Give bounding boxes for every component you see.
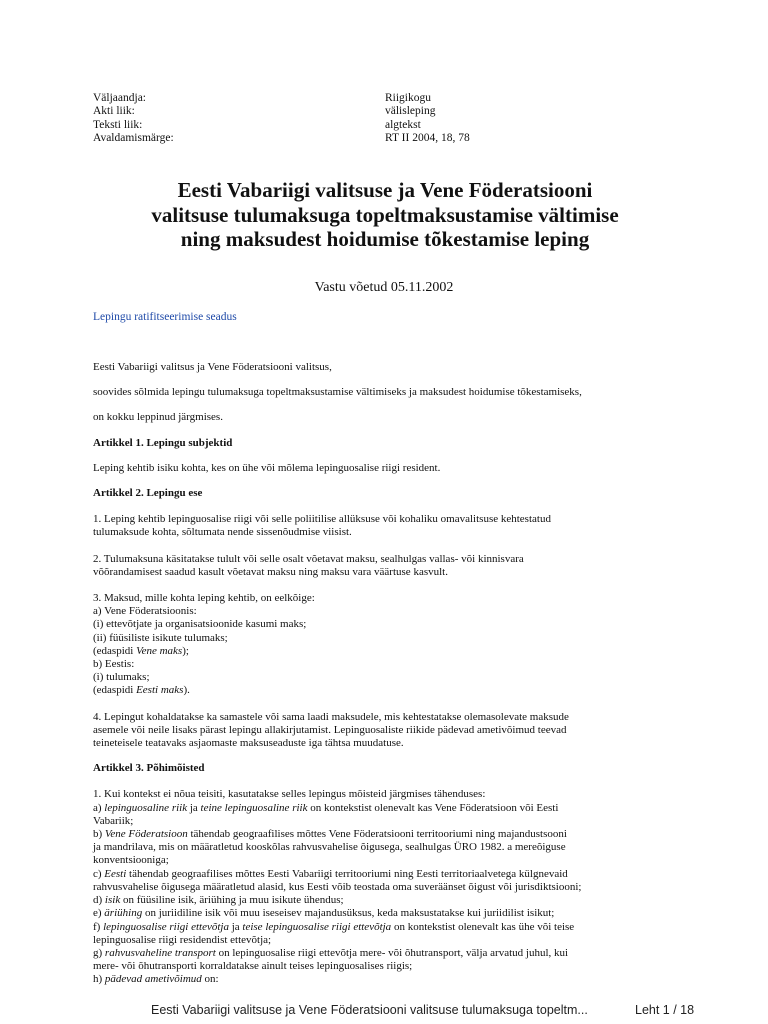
title-line: valitsuse tulumaksuga topeltmaksustamise vältimise xyxy=(151,202,619,227)
metadata-value: algtekst xyxy=(385,118,421,131)
metadata-row xyxy=(93,119,693,132)
italic-term: teine lepinguosaline riik xyxy=(200,801,308,814)
title-line: Eesti Vabariigi valitsuse ja Vene Föderatsiooni xyxy=(177,178,593,202)
paragraph-line: konventsiooniga; xyxy=(93,854,169,867)
article-heading: Artikkel 2. Lepingu ese xyxy=(93,487,203,500)
paragraph-line: 2. Tulumaksuna käsitatakse tulult või selle osalt võetavat maksu, sealhulgas vallas- või kinnisvara xyxy=(93,552,524,565)
intro-paragraph: Eesti Vabariigi valitsus ja Vene Föderatsiooni valitsus, xyxy=(93,361,332,373)
paragraph-line: ja mandrilava, mis on määratletud kooskõlas rahvusvahelise õigusega, sealhulgas ÜRO 1982. a mereõiguse xyxy=(93,841,566,854)
text-run: tähendab geograafilises mõttes Eesti Vabariigi territooriumi ning Eesti territoriaalvetega külgnevaid xyxy=(126,867,568,880)
italic-term: teise lepinguosalise riigi ettevõtja xyxy=(242,920,392,933)
metadata-value: RT II 2004, 18, 78 xyxy=(385,132,470,145)
text-run: b) xyxy=(93,828,105,841)
article-paragraph xyxy=(93,553,673,579)
article-paragraph xyxy=(93,788,673,986)
italic-term: pädevad ametivõimud xyxy=(104,973,202,986)
metadata-key: Avaldamismärge: xyxy=(93,132,174,145)
italic-term: Vene maks xyxy=(136,644,183,657)
article-paragraph xyxy=(93,711,673,751)
text-run: on kontekstist olenevalt kas ühe või teise xyxy=(391,920,575,933)
intro-paragraph: soovides sõlmida lepingu tulumaksuga topeltmaksustamise vältimiseks ja maksudest hoidumise tõkestamiseks, xyxy=(93,386,582,399)
paragraph-line: asemele või neile lisaks pärast lepingu allakirjutamist. Lepinguosaliste riikide pädevad ametivõimud teevad xyxy=(93,723,567,736)
paragraph-line xyxy=(93,921,673,934)
text-run: c) xyxy=(93,867,105,880)
paragraph-line: (ii) füüsiliste isikute tulumaks; xyxy=(93,631,228,644)
text-run: on juriidiline isik või muu iseseisev majandusüksus, keda maksustatakse kui juriidilist isikut; xyxy=(142,907,555,920)
metadata-key: Väljaandja: xyxy=(93,92,147,104)
paragraph-line xyxy=(93,907,673,920)
italic-term: isik xyxy=(104,894,121,907)
viewer-footer xyxy=(0,996,768,1024)
text-run: h) xyxy=(93,973,105,986)
paragraph-line xyxy=(93,828,673,841)
paragraph-line: Vabariik; xyxy=(93,814,134,827)
article-paragraph: Leping kehtib isiku kohta, kes on ühe või mõlema lepinguosalise riigi resident. xyxy=(93,461,441,474)
ratification-law-link[interactable]: Lepingu ratifitseerimise seadus xyxy=(93,311,237,323)
title-line: ning maksudest hoidumise tõkestamise leping xyxy=(180,227,590,251)
metadata-row xyxy=(93,105,693,118)
text-run: (edaspidi xyxy=(93,684,137,697)
paragraph-line: 3. Maksud, mille kohta leping kehtib, on eelkõige: xyxy=(93,592,315,605)
article-paragraph xyxy=(93,513,673,539)
italic-term: Eesti xyxy=(104,867,127,880)
paragraph-line: 1. Kui kontekst ei nõua teisiti, kasutatakse selles lepingus mõisteid järgmises tähenduses: xyxy=(93,788,486,801)
paragraph-line xyxy=(93,684,673,697)
paragraph-line xyxy=(93,947,673,960)
text-run: ja xyxy=(187,801,201,814)
text-run: on kontekstist olenevalt kas Vene Föderatsioon või Eesti xyxy=(307,801,559,814)
paragraph-line: a) Vene Föderatsioonis: xyxy=(93,605,197,618)
text-run: ja xyxy=(228,920,243,933)
paragraph-line xyxy=(93,868,673,881)
intro-paragraph: on kokku leppinud järgmises. xyxy=(93,411,223,424)
text-run: tähendab geograafilises mõttes Vene Föderatsiooni territooriumi ning majandustsooni xyxy=(187,828,567,841)
text-run: on füüsiline isik, äriühing ja muu isikute ühendus; xyxy=(120,894,344,907)
italic-term: rahvusvaheline transport xyxy=(104,946,216,959)
adoption-date: Vastu võetud 05.11.2002 xyxy=(314,280,454,295)
text-run: ); xyxy=(182,644,189,657)
metadata-key: Teksti liik: xyxy=(93,118,143,131)
article-heading: Artikkel 3. Põhimõisted xyxy=(93,762,205,775)
article-paragraph xyxy=(93,592,673,698)
paragraph-line: 1. Leping kehtib lepinguosalise riigi või selle poliitilise allüksuse või kohaliku omavalitsuse kehtestatud xyxy=(93,513,551,526)
paragraph-line: teineteisele teatavaks asjaomaste maksuseaduste iga tähtsa muudatuse. xyxy=(93,737,404,750)
metadata-row xyxy=(93,92,693,105)
paragraph-line: rahvusvahelise õigusega määratletud alasid, kus Eesti võib teostada oma suveräänset õigust või jurisdiktsiooni; xyxy=(93,880,582,893)
text-run: on lepinguosalise riigi ettevõtja mere- või õhutransport, välja arvatud juhul, kui xyxy=(215,946,569,959)
paragraph-line: 4. Lepingut kohaldatakse ka samastele või sama laadi maksudele, mis kehtestatakse olemasolevate maksude xyxy=(93,710,569,723)
italic-term: lepinguosalise riigi ettevõtja xyxy=(103,920,229,933)
paragraph-line xyxy=(93,645,673,658)
text-run: ). xyxy=(183,684,190,697)
paragraph-line xyxy=(93,894,673,907)
document-title xyxy=(60,178,710,252)
paragraph-line: (i) ettevõtjate ja organisatsioonide kasumi maks; xyxy=(93,618,307,631)
italic-term: Eesti maks xyxy=(136,684,184,697)
paragraph-line: tulumaksude kohta, sõltumata nende sissenõudmise viisist. xyxy=(93,526,352,539)
paragraph-line xyxy=(93,973,673,986)
paragraph-line: b) Eestis: xyxy=(93,658,135,671)
paragraph-line: lepinguosalise riigi residendist ettevõtja; xyxy=(93,933,272,946)
article-heading: Artikkel 1. Lepingu subjektid xyxy=(93,436,233,449)
italic-term: äriühing xyxy=(104,907,143,920)
text-run: f) xyxy=(93,920,104,933)
paragraph-line: (i) tulumaks; xyxy=(93,671,150,684)
text-run: d) xyxy=(93,894,105,907)
metadata-row xyxy=(93,132,693,145)
italic-term: Vene Föderatsioon xyxy=(104,828,188,841)
metadata-value: välisleping xyxy=(385,105,436,118)
text-run: on: xyxy=(201,973,219,986)
footer-document-title: Eesti Vabariigi valitsuse ja Vene Föderatsiooni valitsuse tulumaksuga topeltm... xyxy=(151,1003,588,1017)
text-run: a) xyxy=(93,801,105,814)
paragraph-line xyxy=(93,802,673,815)
page-counter: Leht 1 / 18 xyxy=(635,1003,695,1017)
italic-term: lepinguosaline riik xyxy=(104,801,188,814)
text-run: e) xyxy=(93,907,105,920)
paragraph-line: mere- või õhutransporti korraldatakse ainult teises lepinguosalises riigis; xyxy=(93,960,413,973)
document-body xyxy=(93,361,673,987)
metadata-value: Riigikogu xyxy=(385,92,432,104)
text-run: g) xyxy=(93,946,105,959)
text-run: (edaspidi xyxy=(93,644,137,657)
metadata-key: Akti liik: xyxy=(93,105,135,118)
metadata-table xyxy=(93,92,693,146)
paragraph-line: võõrandamisest saadud kasult võetavat maksu ning maksu vara väärtuse kasvult. xyxy=(93,565,448,578)
